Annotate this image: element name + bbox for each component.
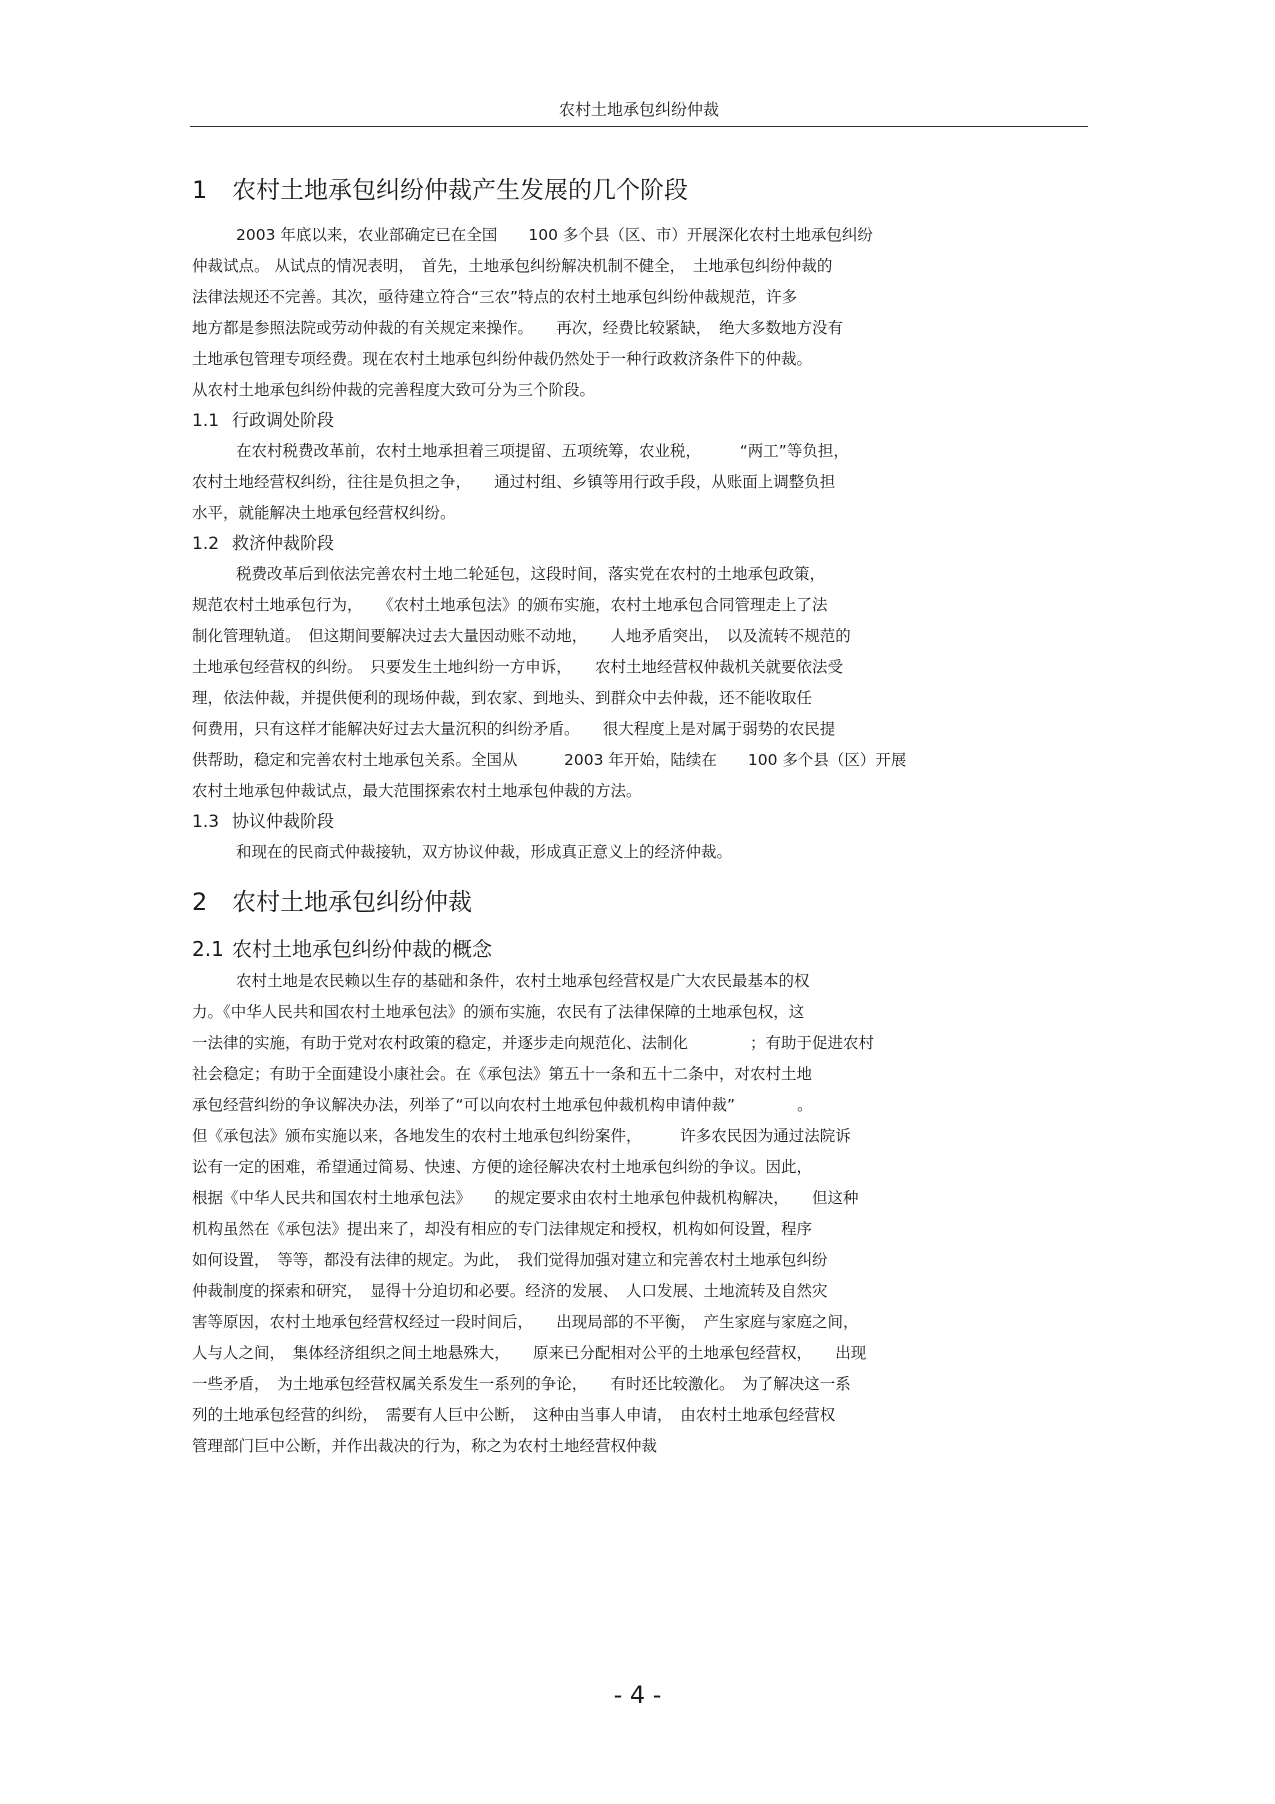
section-1-heading xyxy=(192,170,1082,210)
subsection-1-2-body xyxy=(192,559,1082,807)
subsection-1-3-title: 协议仲裁阶段 xyxy=(232,812,334,832)
running-header: 农村土地承包纠纷仲裁 xyxy=(190,98,1088,127)
subsection-1-1-heading xyxy=(192,406,1082,436)
text-line: 何费用，只有这样才能解决好过去大量沉积的纠纷矛盾。 很大程度上是对属于弱势的农民提 xyxy=(192,720,836,738)
subsection-1-3-number: 1.3 xyxy=(192,812,220,832)
text-line: 法律法规还不完善。其次，亟待建立符合“三农”特点的农村土地承包纠纷仲裁规范，许多 xyxy=(192,288,798,306)
text-line: 农村土地经营权纠纷，往往是负担之争， 通过村组、乡镇等用行政手段，从账面上调整负担 xyxy=(192,473,836,491)
text-line: 列的土地承包经营的纠纷， 需要有人巨中公断， 这种由当事人申请， 由农村土地承包经营权 xyxy=(192,1406,836,1424)
text-line: 害等原因，农村土地承包经营权经过一段时间后， 出现局部的不平衡， 产生家庭与家庭之间， xyxy=(192,1313,859,1331)
text-line: 机构虽然在《承包法》提出来了，却没有相应的专门法律规定和授权，机构如何设置，程序 xyxy=(192,1220,813,1238)
subsection-2-1-number: 2.1 xyxy=(192,937,224,961)
text-line: 社会稳定；有助于全面建设小康社会。在《承包法》第五十一条和五十二条中，对农村土地 xyxy=(192,1065,813,1083)
text-line: 仲裁试点。 从试点的情况表明， 首先，土地承包纠纷解决机制不健全， 土地承包纠纷仲裁的 xyxy=(192,257,833,275)
text-line: 制化管理轨道。 但这期间要解决过去大量因动账不动地， 人地矛盾突出， 以及流转不规范的 xyxy=(192,627,851,645)
subsection-2-1-body xyxy=(192,966,1082,1462)
text-line: 如何设置， 等等，都没有法律的规定。为此， 我们觉得加强对建立和完善农村土地承包纠纷 xyxy=(192,1251,828,1269)
subsection-1-2-title: 救济仲裁阶段 xyxy=(232,534,334,554)
subsection-1-1-title: 行政调处阶段 xyxy=(232,411,334,431)
section-1-intro xyxy=(192,220,1082,406)
text-line: 但《承包法》颁布实施以来，各地发生的农村土地承包纠纷案件， 许多农民因为通过法院诉 xyxy=(192,1127,851,1145)
text-line: 管理部门巨中公断，并作出裁决的行为，称之为农村土地经营权仲裁 xyxy=(192,1437,658,1455)
text-line: 力。《中华人民共和国农村土地承包法》的颁布实施，农民有了法律保障的土地承包权，这 xyxy=(192,1003,805,1021)
section-2-number: 2 xyxy=(192,888,208,916)
text-line: 一些矛盾， 为土地承包经营权属关系发生一系列的争论， 有时还比较激化。 为了解决这一系 xyxy=(192,1375,851,1393)
subsection-1-1-number: 1.1 xyxy=(192,411,220,431)
text-line: 理，依法仲裁，并提供便利的现场仲裁，到农家、到地头、到群众中去仲裁，还不能收取任 xyxy=(192,689,813,707)
text-line: 仲裁制度的探索和研究， 显得十分迫切和必要。经济的发展、 人口发展、土地流转及自然灾 xyxy=(192,1282,828,1300)
subsection-1-3-body xyxy=(192,837,1082,868)
text-line: 供帮助，稳定和完善农村土地承包关系。全国从 2003 年开始，陆续在 100 多个县（区）开展 xyxy=(192,751,907,769)
text-line: 税费改革后到依法完善农村土地二轮延包，这段时间，落实党在农村的土地承包政策， xyxy=(236,565,826,583)
text-line: 水平，就能解决土地承包经营权纠纷。 xyxy=(192,504,456,522)
section-2-title: 农村土地承包纠纷仲裁 xyxy=(232,888,472,916)
subsection-2-1-title: 农村土地承包纠纷仲裁的概念 xyxy=(232,937,492,961)
subsection-1-2-heading xyxy=(192,529,1082,559)
section-1-title: 农村土地承包纠纷仲裁产生发展的几个阶段 xyxy=(232,176,688,204)
text-line: 人与人之间， 集体经济组织之间土地悬殊大， 原来已分配相对公平的土地承包经营权， 出现 xyxy=(192,1344,867,1362)
text-line: 和现在的民商式仲裁接轨，双方协议仲裁，形成真正意义上的经济仲裁。 xyxy=(236,843,733,861)
subsection-1-2-number: 1.2 xyxy=(192,534,220,554)
text-line: 土地承包经营权的纠纷。 只要发生土地纠纷一方申诉， 农村土地经营权仲裁机关就要依法受 xyxy=(192,658,844,676)
text-line: 2003 年底以来，农业部确定已在全国 100 多个县（区、市）开展深化农村土地承包纠纷 xyxy=(236,226,873,244)
section-2-heading xyxy=(192,882,1082,922)
text-line: 农村土地承包仲裁试点，最大范围探索农村土地承包仲裁的方法。 xyxy=(192,782,642,800)
page-number: - 4 - xyxy=(613,1681,662,1709)
text-line: 在农村税费改革前，农村土地承担着三项提留、五项统筹，农业税， “两工”等负担， xyxy=(236,442,849,460)
page-content xyxy=(192,170,1082,1462)
text-line: 农村土地是农民赖以生存的基础和条件，农村土地承包经营权是广大农民最基本的权 xyxy=(236,972,810,990)
text-line: 根据《中华人民共和国农村土地承包法》 的规定要求由农村土地承包仲裁机构解决， 但这种 xyxy=(192,1189,859,1207)
text-line: 承包经营纠纷的争议解决办法，列举了“可以向农村土地承包仲裁机构申请仲裁” 。 xyxy=(192,1096,813,1114)
text-line: 讼有一定的困难，希望通过简易、快速、方便的途径解决农村土地承包纠纷的争议。因此， xyxy=(192,1158,813,1176)
subsection-2-1-heading xyxy=(192,932,1082,966)
text-line: 规范农村土地承包行为， 《农村土地承包法》的颁布实施，农村土地承包合同管理走上了法 xyxy=(192,596,828,614)
text-line: 从农村土地承包纠纷仲裁的完善程度大致可分为三个阶段。 xyxy=(192,381,596,399)
subsection-1-3-heading xyxy=(192,807,1082,837)
text-line: 一法律的实施，有助于党对农村政策的稳定，并逐步走向规范化、法制化 ；有助于促进农村 xyxy=(192,1034,875,1052)
text-line: 地方都是参照法院或劳动仲裁的有关规定来操作。 再次，经费比较紧缺， 绝大多数地方没有 xyxy=(192,319,844,337)
text-line: 土地承包管理专项经费。现在农村土地承包纠纷仲裁仍然处于一种行政救济条件下的仲裁。 xyxy=(192,350,813,368)
subsection-1-1-body xyxy=(192,436,1082,529)
section-1-number: 1 xyxy=(192,176,208,204)
